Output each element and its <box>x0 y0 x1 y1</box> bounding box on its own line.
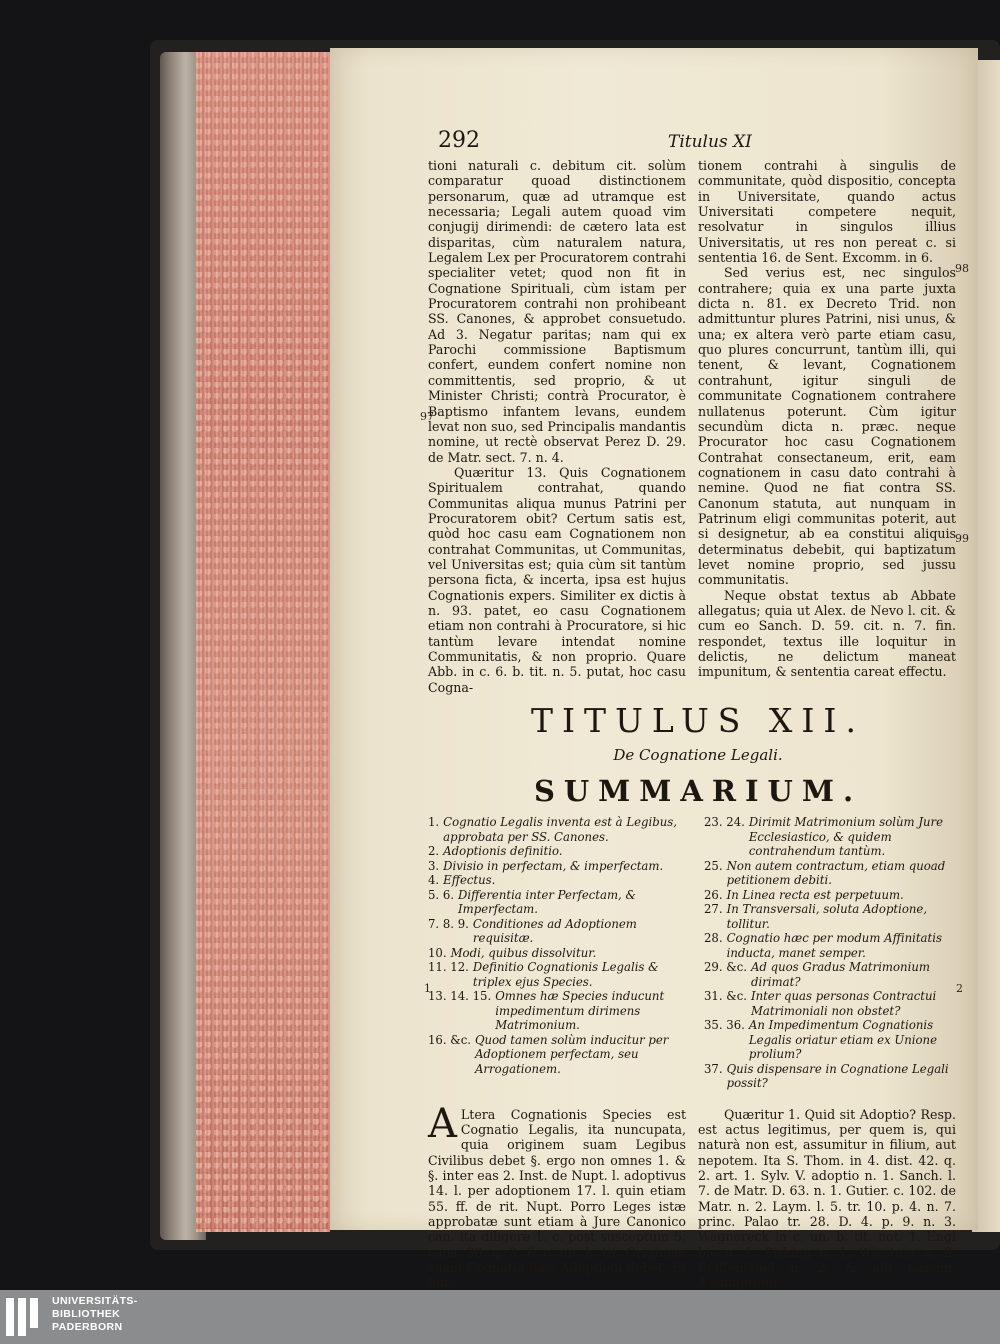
summary-item-number: 10. <box>428 945 447 960</box>
margin-number: 99 <box>955 532 969 545</box>
page-number: 292 <box>438 128 480 153</box>
page-edges-red-sprinkled <box>196 52 330 1232</box>
summary-item <box>428 989 690 1033</box>
summary-item <box>428 917 690 946</box>
summary-item-text: Cognatio hæc per modum Affinitatis inducta, manet semper. <box>726 931 942 960</box>
book-page <box>330 48 978 1290</box>
page-header <box>428 124 968 158</box>
body-left-column <box>428 1100 686 1290</box>
summary-item-text: Inter quas personas Contractui Matrimoniali non obstet? <box>750 989 937 1018</box>
summary-item-number: 25. <box>704 858 723 873</box>
summary-item-text: Conditiones ad Adoptionem requisitæ. <box>472 916 637 946</box>
summary-columns <box>428 815 968 1091</box>
summary-item <box>704 960 966 989</box>
summary-item-number: 13. 14. 15. <box>428 989 492 1004</box>
summary-item-text: Definitio Cognationis Legalis & triplex ejus Species. <box>472 960 659 989</box>
summary-item <box>428 844 690 859</box>
summary-item <box>704 1018 966 1062</box>
summary-item <box>704 989 966 1018</box>
summary-item-text: Dirimit Matrimonium solùm Jure Ecclesiastico, & quidem contrahendum tantùm. <box>748 815 944 859</box>
summary-item-number: 11. 12. <box>428 960 469 975</box>
summary-item-number: 16. &c. <box>428 1032 471 1047</box>
summary-item <box>704 1062 966 1091</box>
library-logo-bar <box>0 1290 1000 1344</box>
summary-item <box>704 888 966 903</box>
right-paragraph: Sed verius est, nec singulos contrahere; quia ex una parte juxta dicta n. 81. ex Decreto Trid. non admittuntur plures Patrini, nisi unus, & una; ex altera verò parte etiam casu, quo plures concurrunt, tantùm illi, qui tenent, & levant, Cognationem contrahunt, igitur singuli de communitate Cognationem contrahere nullatenus poterunt. Cùm igitur secundùm dicta n. præc. neque Procurator hoc casu Cognationem Contrahat consectaneum, erit, eam cognationem in casu dato contrahi à nemine. Quod ne fiat contra SS. Canonum statuta, aut nunquam in Patrinum eligi communitas poterit, aut si designetur, ab ea constitui aliquis determinatus debebit, qui baptizatum levet nomine proprio, sed jussu communitatis. <box>698 265 956 588</box>
summary-item-text: Non autem contractum, etiam quoad petitionem debiti. <box>726 858 946 888</box>
title-block <box>428 701 968 811</box>
summary-heading: SUMMARIUM. <box>533 774 863 809</box>
summary-item-text: Differentia inter Perfectam, & Imperfectam. <box>458 887 636 917</box>
summary-item <box>428 888 690 917</box>
library-name-line: PADERBORN <box>52 1321 123 1333</box>
summary-item-text: Quod tamen solùm inducitur per Adoptionem perfectam, seu Arrogationem. <box>474 1032 669 1076</box>
summary-item <box>704 902 966 931</box>
summary-right-column <box>704 815 966 1091</box>
summary-item-text: In Linea recta est perpetuum. <box>726 887 904 902</box>
summary-item <box>428 946 690 961</box>
summary-item <box>428 960 690 989</box>
summary-item-number: 37. <box>704 1061 723 1076</box>
summary-item <box>704 815 966 859</box>
summary-item-text: Divisio in perfectam, & imperfectam. <box>443 858 664 873</box>
summary-item-number: 27. <box>704 902 723 917</box>
summary-item-text: An Impedimentum Cognationis Legalis oriatur etiam ex Unione prolium? <box>748 1018 937 1062</box>
page-content <box>428 124 968 1290</box>
library-name <box>52 1295 138 1334</box>
library-emblem-icon <box>6 1298 38 1336</box>
margin-number: 97 <box>420 410 434 423</box>
summary-item-text: Quis dispensare in Cognatione Legali possit? <box>726 1061 949 1091</box>
running-head: Titulus XI <box>668 132 752 152</box>
summary-item-text: In Transversali, soluta Adoptione, tollitur. <box>726 902 928 931</box>
body-right-column <box>698 1107 956 1290</box>
summary-item-number: 31. &c. <box>704 989 747 1004</box>
chapter-subtitle: De Cognatione Legali. <box>613 746 783 765</box>
drop-capital: A <box>428 1100 457 1147</box>
margin-number: 98 <box>955 262 969 275</box>
summary-item <box>704 859 966 888</box>
summary-item <box>428 859 690 874</box>
summary-left-column <box>428 815 690 1091</box>
body-left-text: Ltera Cognationis Species est Cognatio Legalis, ita nuncupata, quia originem suam Legibus Civilibus debet §. ergo non omnes 1. & §. inter eas 2. Inst. de Nupt. l. adoptivus 14. l. per adoptionem 17. l. quin etiam 55. ff. de rit. Nupt. Porro Leges istæ approbatæ sunt etiam à Jure Canonico can. ita diligere 1. c. post susceptum 5. caus. 30. q. 3. & c. un. b. tit. Originem suam Cognatio hæc Adoptioni debet. Et hinc <box>428 1106 686 1290</box>
body-right-text: Quæritur 1. Quid sit Adoptio? Resp. est actus legitimus, per quem is, qui naturà non est, assumitur in filium, aut nepotem. Ita S. Thom. in 4. dist. 42. q. 2. art. 1. Sylv. V. adoptio n. 1. Sanch. l. 7. de Matr. D. 63. n. 1. Gutier. c. 102. de Matr. n. 2. Laym. l. 5. tr. 10. p. 4. n. 7. princ. Palao tr. 28. D. 4. p. 9. n. 3. Wagnereck in c. un. b. tit. not. 1. Engl bic n. 1. Pirhing n. 1. Wiestner n. 2. Reiffenstuel n. 2. & alij passim. Assumptioni <box>698 1106 956 1290</box>
summary-item-text: Cognatio Legalis inventa est à Legibus, approbata per SS. Canones. <box>443 815 677 844</box>
summary-item <box>428 1033 690 1077</box>
right-paragraph: tionem contrahi à singulis de communitate, quòd dispositio, concepta in Universitate, quando actus Universitati competere nequit, resolvatur in singulos illius Universitatis, ut res non pereat c. si sententia 16. de Sent. Excomm. in 6. <box>698 158 956 266</box>
summary-item-text: Modi, quibus dissolvitur. <box>450 945 597 960</box>
summary-item-text: Omnes hæ Species inducunt impedimentum dirimens Matrimonium. <box>495 989 665 1033</box>
margin-number: 1 <box>424 982 431 995</box>
summary-item <box>704 931 966 960</box>
left-paragraph: tioni naturali c. debitum cit. solùm comparatur quoad distinctionem personarum, quæ ad utramque est necessaria; Legali autem quoad vim conjugij dirimendi: de cætero lata est disparitas, cùm naturalem natura, Legalem Lex per Procuratorem contrahi specialiter vetet; quod non fit in Cognatione Spirituali, cùm istam per Procuratorem contrahi non prohibeant SS. Canones, & approbet consuetudo. Ad 3. Negatur paritas; nam qui ex Parochi commissione Baptismum confert, eundem confert nomine non committentis, sed proprio, & ut Minister Christi; contrà Procurator, è Baptismo infantem levans, eundem levat non suo, sed Principalis mandantis nomine, ut rectè observat Perez D. 29. de Matr. sect. 7. n. 4. <box>428 158 686 465</box>
summary-item-number: 2. <box>428 844 440 859</box>
right-column <box>698 158 956 695</box>
summary-item-number: 23. 24. <box>704 815 745 830</box>
chapter-title: TITULUS XII. <box>531 701 865 741</box>
summary-item-text: Adoptionis definitio. <box>443 844 563 859</box>
summary-item-number: 3. <box>428 858 440 873</box>
summary-item-number: 29. &c. <box>704 960 747 975</box>
summary-item-number: 5. 6. <box>428 887 455 902</box>
upper-columns <box>428 158 968 695</box>
summary-item-number: 1. <box>428 815 440 830</box>
summary-item <box>428 873 690 888</box>
summary-item-text: Ad quos Gradus Matrimonium dirimat? <box>750 960 930 989</box>
library-name-line: BIBLIOTHEK <box>52 1308 121 1320</box>
left-column <box>428 158 686 695</box>
summary-item-number: 28. <box>704 931 723 946</box>
left-paragraph: Quæritur 13. Quis Cognationem Spiritualem contrahat, quando Communitas aliqua munus Patrini per Procuratorem obit? Certum satis est, quòd hoc casu eam Cognationem non contrahat Communitas, ut Communitas, vel Universitas est; quia cùm sit tantùm persona ficta, & incerta, ipsa est hujus Cognationis expers. Similiter ex dictis à n. 93. patet, eo casu Cognationem etiam non contrahi à Procuratore, si hic tantùm levare intendat nomine Communitatis, & non proprio. Quare Abb. in c. 6. b. tit. n. 5. putat, hoc casu Cogna- <box>428 464 686 695</box>
summary-item-text: Effectus. <box>443 873 496 888</box>
summary-item-number: 26. <box>704 887 723 902</box>
summary-item-number: 7. 8. 9. <box>428 916 469 931</box>
summary-item-number: 35. 36. <box>704 1018 745 1033</box>
margin-number: 2 <box>956 982 963 995</box>
summary-item <box>428 815 690 844</box>
summary-item-number: 4. <box>428 873 440 888</box>
library-name-line: UNIVERSITÄTS- <box>52 1295 138 1307</box>
right-paragraph: Neque obstat textus ab Abbate allegatus; quia ut Alex. de Nevo l. cit. & cum eo Sanch. D. 59. cit. n. 7. fin. respondet, textus ille loquitur in delictis, ne delictum maneat impunitum, & sententia careat effectu. <box>698 587 956 680</box>
body-columns <box>428 1100 968 1290</box>
